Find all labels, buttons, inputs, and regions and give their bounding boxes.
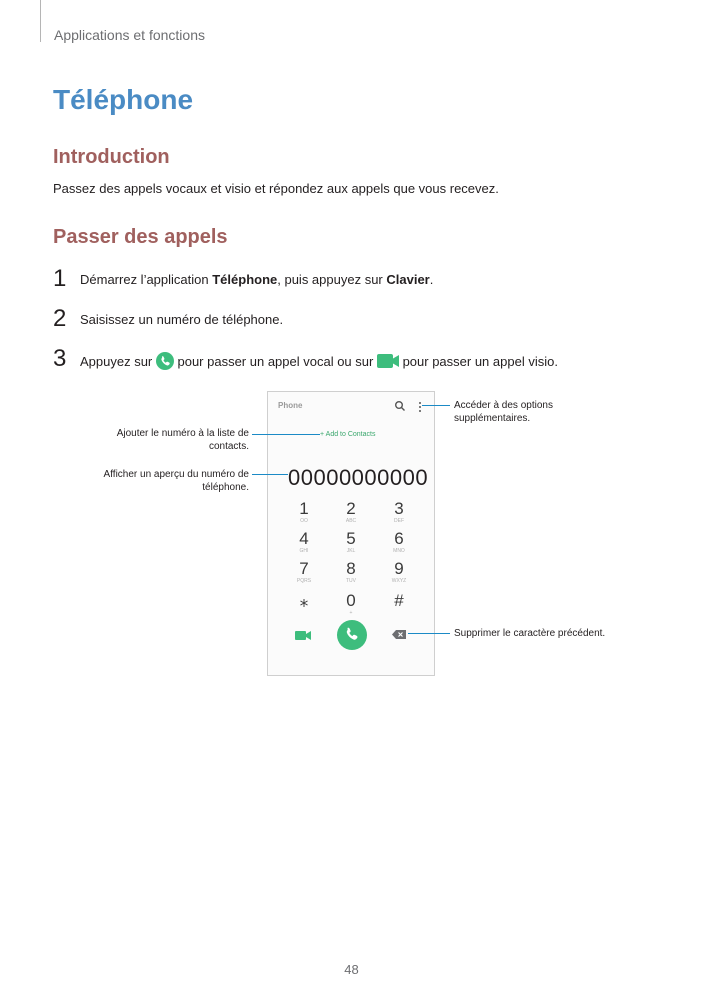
intro-text: Passez des appels vocaux et visio et répondez aux appels que vous recevez. [53, 181, 499, 196]
step-2-number: 2 [53, 305, 67, 332]
backspace-icon[interactable] [392, 630, 406, 639]
callout-line-options [422, 405, 450, 406]
key-4[interactable]: 4 GHI [299, 529, 309, 554]
phone-handset-icon [337, 620, 367, 650]
key-hash[interactable]: # [394, 591, 404, 610]
key-5[interactable]: 5 JKL [346, 529, 356, 554]
callout-line-add-contact [252, 434, 320, 435]
callout-preview: Afficher un aperçu du numéro de téléphone. [103, 469, 249, 493]
key-7[interactable]: 7 PQRS [296, 559, 312, 584]
phone-app-title: Phone [278, 401, 303, 410]
key-1[interactable]: 1 OO [299, 499, 309, 524]
step-3-number: 3 [53, 345, 67, 372]
step-1-text: Démarrez l’application Téléphone, puis appuyez sur Clavier. [80, 272, 434, 287]
step-1-number: 1 [53, 265, 67, 292]
dialed-number: 00000000000 [288, 465, 429, 490]
page-title: Téléphone [53, 84, 194, 115]
video-call-icon [377, 353, 399, 372]
callout-add-contact: Ajouter le numéro à la liste de contacts. [116, 428, 249, 452]
callout-line-delete [408, 633, 450, 634]
step-2-text: Saisissez un numéro de téléphone. [80, 312, 284, 327]
key-8[interactable]: 8 TUV [346, 559, 356, 584]
key-star[interactable]: ⁎ [299, 591, 309, 610]
voice-call-button[interactable] [337, 620, 367, 650]
key-9[interactable]: 9 WXYZ [391, 559, 407, 584]
voice-call-icon [156, 352, 174, 373]
intro-heading: Introduction [53, 146, 170, 168]
video-call-button-icon[interactable] [295, 630, 311, 641]
more-options-icon[interactable] [418, 401, 422, 413]
key-3[interactable]: 3 DEF [394, 499, 404, 524]
page-number: 48 [344, 962, 359, 977]
calls-heading: Passer des appels [53, 226, 228, 248]
key-0[interactable]: 0 + [346, 591, 356, 616]
add-to-contacts-button[interactable]: + Add to Contacts [320, 431, 376, 438]
header-divider [40, 0, 41, 42]
callout-delete: Supprimer le caractère précédent. [454, 628, 606, 639]
header-section-label: Applications et fonctions [54, 27, 205, 43]
key-2[interactable]: 2 ABC [345, 499, 357, 524]
search-icon[interactable] [394, 400, 406, 412]
callout-line-preview [252, 474, 288, 475]
add-to-contacts-label: Add to Contacts [325, 431, 376, 438]
key-6[interactable]: 6 MNO [393, 529, 405, 554]
callout-options: Accéder à des options supplémentaires. [454, 400, 553, 424]
step-3-text: Appuyez sur pour passer un appel vocal ou sur pour passer un appel visio. [80, 352, 558, 373]
